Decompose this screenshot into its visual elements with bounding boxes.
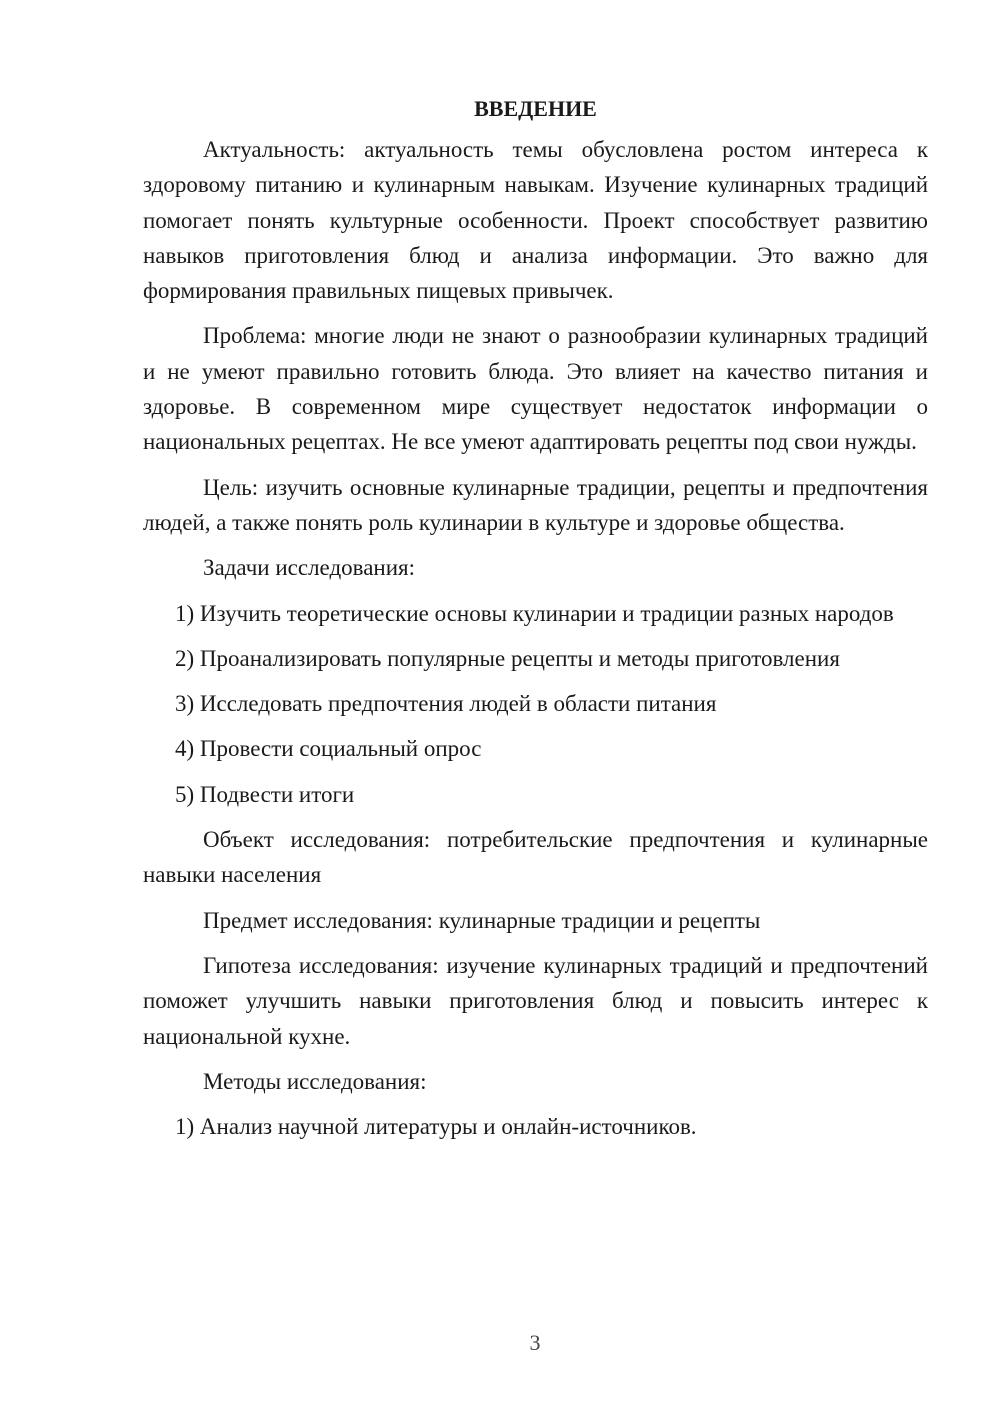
task-item: 4) Провести социальный опрос (175, 736, 482, 762)
relevance-paragraph: Актуальность: актуальность темы обусловлена ростом интереса к здоровому питанию и кулинарным навыкам. Изучение кулинарных традиций помогает понять культурные особенности. Проект способствует развитию навыков приготовления блюд и анализа информации. Это важно для формирования правильных пищевых привычек. (143, 137, 928, 304)
page-number: 3 (529, 1330, 541, 1355)
tasks-heading: Задачи исследования: (203, 555, 416, 581)
methods-heading: Методы исследования: (203, 1068, 427, 1094)
section-title: ВВЕДЕНИЕ (474, 96, 597, 121)
task-item: 1) Изучить теоретические основы кулинарии и традиции разных народов (175, 600, 894, 626)
subject-paragraph: Предмет исследования: кулинарные традиции и рецепты (203, 907, 761, 933)
task-item: 3) Исследовать предпочтения людей в области питания (175, 691, 717, 717)
hypothesis-paragraph: Гипотеза исследования: изучение кулинарных традиций и предпочтений поможет улучшить навыки приготовления блюд и повысить интерес к национальной кухне. (143, 952, 928, 1049)
problem-paragraph: Проблема: многие люди не знают о разнообразии кулинарных традиций и не умеют правильно готовить блюда. Это влияет на качество питания и здоровье. В современном мире существует недостаток информации о национальных рецептах. Не все умеют адаптировать рецепты под свои нужды. (143, 323, 928, 455)
task-item: 2) Проанализировать популярные рецепты и методы приготовления (175, 645, 840, 671)
task-item: 5) Подвести итоги (175, 781, 355, 807)
goal-paragraph: Цель: изучить основные кулинарные традиции, рецепты и предпочтения людей, а также понять роль кулинарии в культуре и здоровье общества. (143, 474, 928, 535)
method-item: 1) Анализ научной литературы и онлайн-источников. (175, 1114, 697, 1140)
object-paragraph: Объект исследования: потребительские предпочтения и кулинарные навыки населения (143, 827, 928, 888)
document-page (143, 92, 928, 1144)
